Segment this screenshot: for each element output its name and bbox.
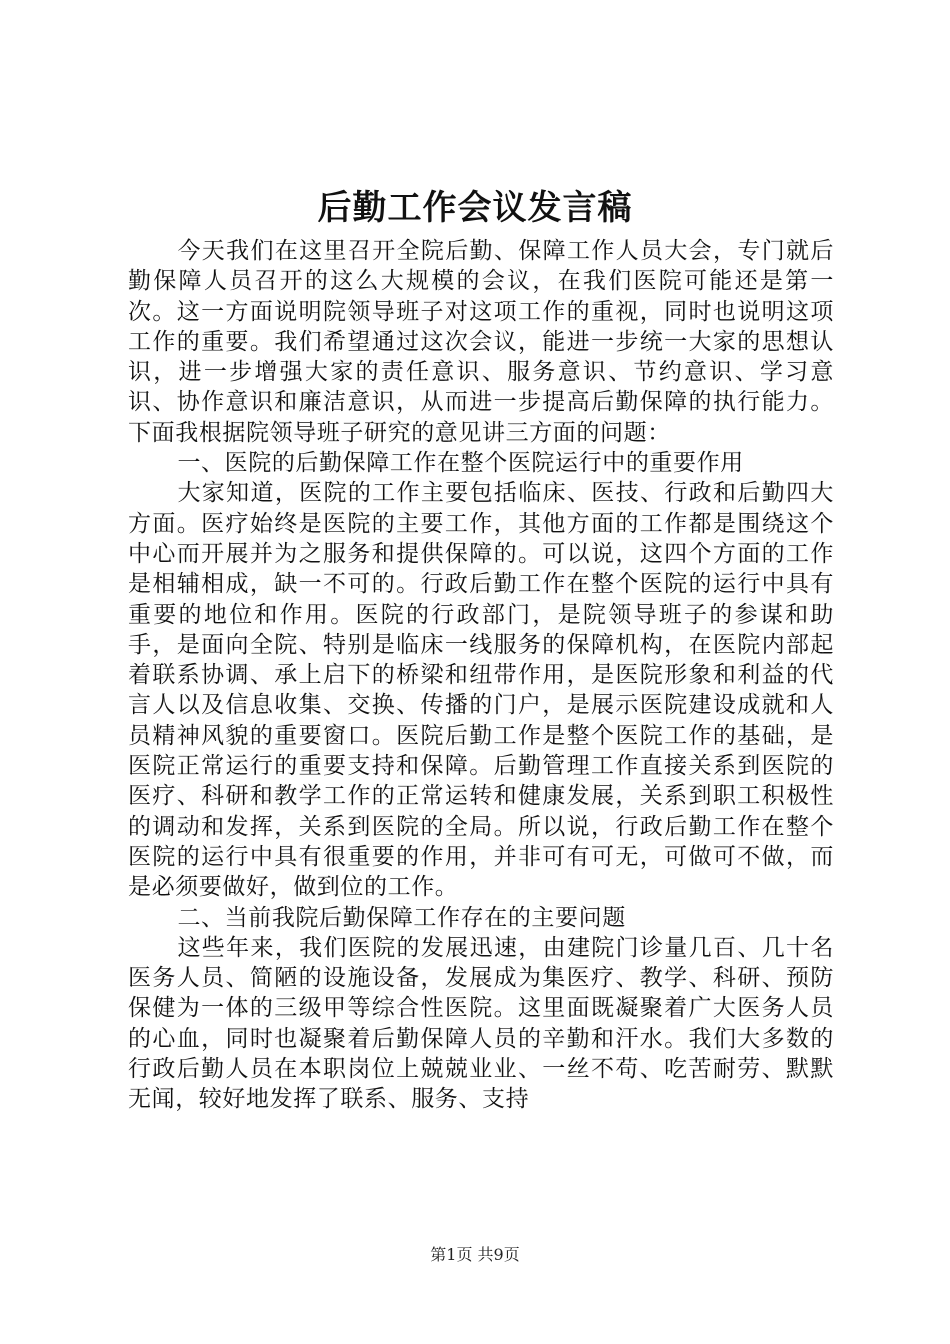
document-title: 后勤工作会议发言稿: [317, 188, 633, 228]
section-heading-1: 一、医院的后勤保障工作在整个医院运行中的重要作用: [177, 450, 744, 477]
paragraph-role-of-logistics: 大家知道，医院的工作主要包括临床、医技、行政和后勤四大方面。医疗始终是医院的主要工作，其他方面的工作都是围绕这个中心而开展并为之服务和提供保障的。可以说，这四个方面的工作是相辅相成，缺一不可的。行政后勤工作在整个医院的运行中具有重要的地位和作用。医院的行政部门，是院领导班子的参谋和助手，是面向全院、特别是临床一线服务的保障机构，在医院内部起着联系协调、承上启下的桥梁和纽带作用，是医院形象和利益的代言人以及信息收集、交换、传播的门户，是展示医院建设成就和人员精神风貌的重要窗口。医院后勤工作是整个医院工作的基础，是医院正常运行的重要支持和保障。后勤管理工作直接关系到医院的医疗、科研和教学工作的正常运转和健康发展，关系到职工积极性的调动和发挥，关系到医院的全局。所以说，行政后勤工作在整个医院的运行中具有很重要的作用，并非可有可无，可做可不做，而是必须要做好，做到位的工作。: [128, 480, 834, 901]
page-number-footer: 第1页 共9页: [430, 1245, 520, 1264]
document-body: [128, 236, 834, 1115]
paragraph-current-problems: 这些年来，我们医院的发展迅速，由建院门诊量几百、几十名医务人员、简陋的设施设备，发展成为集医疗、教学、科研、预防保健为一体的三级甲等综合性医院。这里面既凝聚着广大医务人员的心血，同时也凝聚着后勤保障人员的辛勤和汗水。我们大多数的行政后勤人员在本职岗位上兢兢业业、一丝不苟、吃苦耐劳、默默无闻，较好地发挥了联系、服务、支持: [128, 934, 834, 1113]
paragraph-intro: 今天我们在这里召开全院后勤、保障工作人员大会，专门就后勤保障人员召开的这么大规模的会议，在我们医院可能还是第一次。这一方面说明院领导班子对这项工作的重视，同时也说明这项工作的重要。我们希望通过这次会议，能进一步统一大家的思想认识，进一步增强大家的责任意识、服务意识、节约意识、学习意识、协作意识和廉洁意识，从而进一步提高后勤保障的执行能力。下面我根据院领导班子研究的意见讲三方面的问题：: [128, 238, 834, 446]
section-heading-2: 二、当前我院后勤保障工作存在的主要问题: [177, 904, 626, 931]
